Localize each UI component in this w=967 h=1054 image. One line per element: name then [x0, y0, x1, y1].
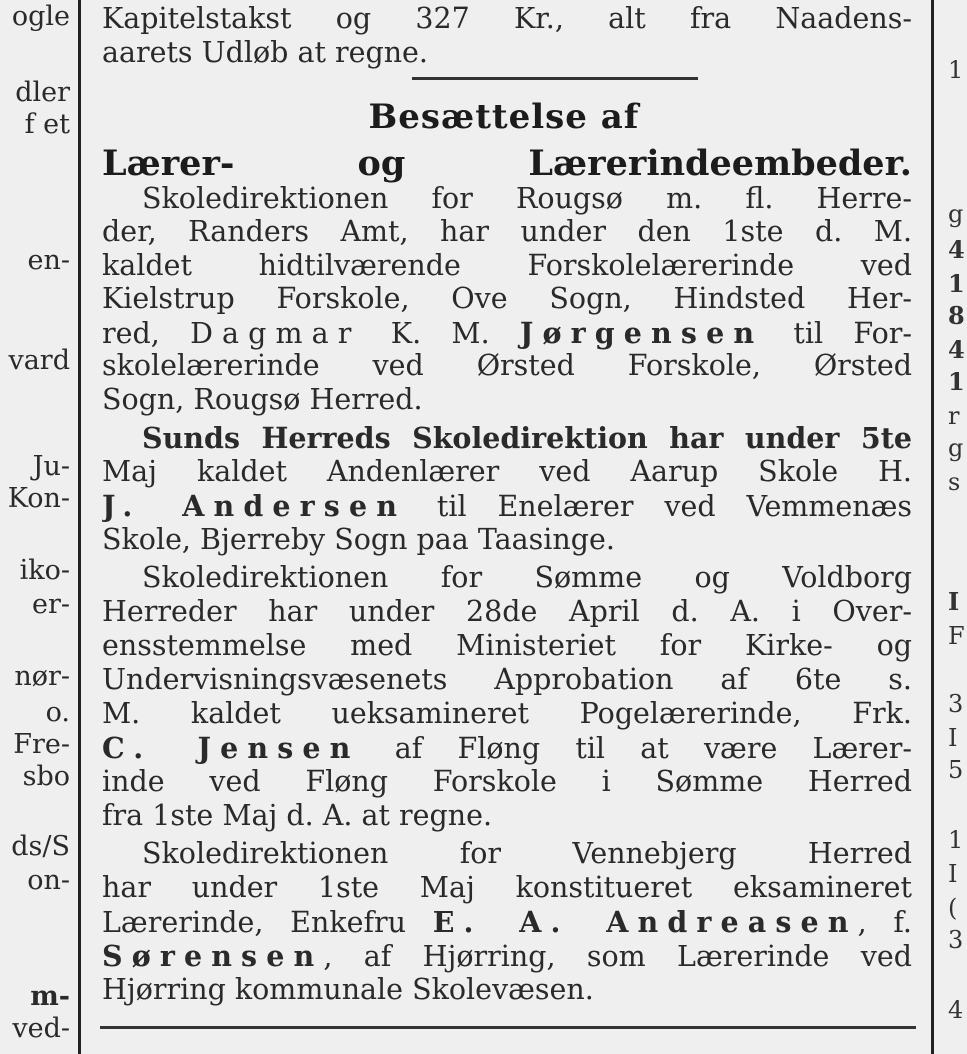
paragraph-line: Sunds Herreds Skoledirektion har under 5te — [142, 421, 912, 455]
right-fragment: 4 — [948, 996, 964, 1024]
paragraph-line: Herreder har under 28de April d. A. i Over- — [102, 595, 912, 628]
paragraph-line: ensstemmelse med Ministeriet for Kirke- og — [102, 629, 912, 662]
paragraph-line: inde ved Fløng Forskole i Sømme Herred — [102, 765, 912, 798]
text-run: Lærerinde, Enkefru — [102, 906, 433, 939]
left-fragment: Kon- — [7, 483, 70, 514]
left-column-fragments — [0, 0, 76, 1054]
left-fragment: ds/S — [11, 831, 70, 862]
text-run: , af Hjørring, som Lærerinde ved — [323, 940, 912, 973]
paragraph-line: Hjørring kommunale Skolevæsen. — [102, 973, 594, 1006]
left-fragment: dler — [15, 77, 70, 108]
left-fragment: ogle — [11, 1, 70, 32]
paragraph-line — [102, 731, 912, 765]
person-name: Jørgensen — [519, 316, 764, 350]
intro-line: aarets Udløb at regne. — [102, 36, 428, 69]
intro-line: Kapitelstakst og 327 Kr., alt fra Naadens- — [102, 2, 912, 35]
left-fragment: vard — [8, 345, 70, 376]
paragraph-line: kaldet hidtilværende Forskolelærerinde ved — [102, 249, 912, 282]
text-run: til For- — [763, 317, 912, 350]
paragraph-line: fra 1ste Maj d. A. at regne. — [102, 799, 493, 832]
text-run: red, — [102, 317, 191, 350]
paragraph-line: Skoledirektionen for Rougsø m. fl. Herre- — [142, 182, 912, 215]
text-run: til Enelærer ved Vemmenæs — [406, 490, 912, 523]
right-fragment: 1 — [948, 826, 964, 854]
right-fragment: F — [948, 622, 965, 650]
right-fragment: r — [948, 402, 960, 430]
left-fragment: nør- — [14, 661, 70, 692]
text-run: K. M. — [360, 317, 520, 350]
paragraph-line: der, Randers Amt, har under den 1ste d. M. — [102, 215, 912, 248]
left-fragment: iko- — [19, 555, 70, 586]
article-heading-line2: Lærer- og Lærerindeembeder. — [102, 143, 912, 184]
right-fragment: 5 — [948, 756, 964, 784]
left-fragment: er- — [31, 589, 70, 620]
paragraph-line: Skoledirektionen for Sømme og Voldborg — [142, 561, 912, 594]
column-rule-right — [931, 0, 934, 1054]
right-fragment: 3 — [948, 926, 964, 954]
right-fragment: 4 — [948, 335, 965, 364]
right-fragment: 1 — [948, 269, 965, 298]
text-run: af Fløng til at være Lærer- — [359, 732, 912, 765]
right-fragment: I — [948, 724, 958, 752]
paragraph-line: Undervisningsvæsenets Approbation af 6te s. — [102, 663, 912, 696]
right-fragment: 1 — [948, 367, 965, 396]
section-divider — [412, 77, 698, 80]
person-name: Dagmar — [190, 317, 361, 350]
left-fragment: o. — [45, 697, 70, 728]
right-fragment: g — [948, 200, 964, 228]
paragraph-line: Skole, Bjerreby Sogn paa Taasinge. — [102, 523, 615, 556]
left-fragment: en- — [27, 245, 70, 276]
left-fragment: on- — [27, 865, 70, 896]
paragraph-line — [102, 905, 912, 939]
left-fragment: Ju- — [32, 451, 70, 482]
paragraph-line: Kielstrup Forskole, Ove Sogn, Hindsted Her- — [102, 282, 912, 315]
paragraph-line: Skoledirektionen for Vennebjerg Herred — [142, 837, 912, 870]
right-fragment: 3 — [948, 690, 964, 718]
paragraph-line — [102, 316, 912, 350]
column-rule-left — [78, 0, 81, 1054]
paragraph-line — [102, 939, 912, 973]
paragraph-line: Sogn, Rougsø Herred. — [102, 383, 423, 416]
section-divider — [100, 1026, 916, 1029]
article-column — [96, 0, 926, 1054]
right-column-fragments — [936, 0, 967, 1054]
text-run: , f. — [857, 906, 912, 939]
paragraph-line: Maj kaldet Andenlærer ved Aarup Skole H. — [102, 455, 912, 488]
right-fragment: I — [948, 860, 958, 888]
person-name: E. A. Andreasen — [432, 905, 858, 939]
paragraph-line: M. kaldet ueksamineret Pogelærerinde, Frk. — [102, 697, 912, 730]
right-fragment: 1 — [948, 56, 964, 84]
right-fragment: ( — [948, 894, 958, 922]
right-fragment: s — [948, 468, 961, 496]
left-fragment: m- — [30, 981, 70, 1012]
left-fragment: f et — [24, 109, 70, 140]
person-name: J. Andersen — [102, 489, 407, 523]
person-name: C. Jensen — [102, 731, 360, 765]
left-fragment: Fre- — [13, 729, 70, 760]
paragraph-line — [102, 489, 912, 523]
right-fragment: 4 — [948, 235, 965, 264]
person-name: Sørensen — [102, 939, 324, 973]
left-fragment: ved- — [12, 1013, 70, 1044]
right-fragment: 8 — [948, 301, 965, 330]
right-fragment: g — [948, 434, 964, 462]
paragraph-line: skolelærerinde ved Ørsted Forskole, Ørsted — [102, 349, 912, 382]
left-fragment: sbo — [22, 761, 70, 792]
article-heading-line1: Besættelse af — [368, 97, 640, 137]
right-fragment: I — [948, 587, 960, 616]
paragraph-line: har under 1ste Maj konstitueret eksamineret — [102, 871, 912, 904]
